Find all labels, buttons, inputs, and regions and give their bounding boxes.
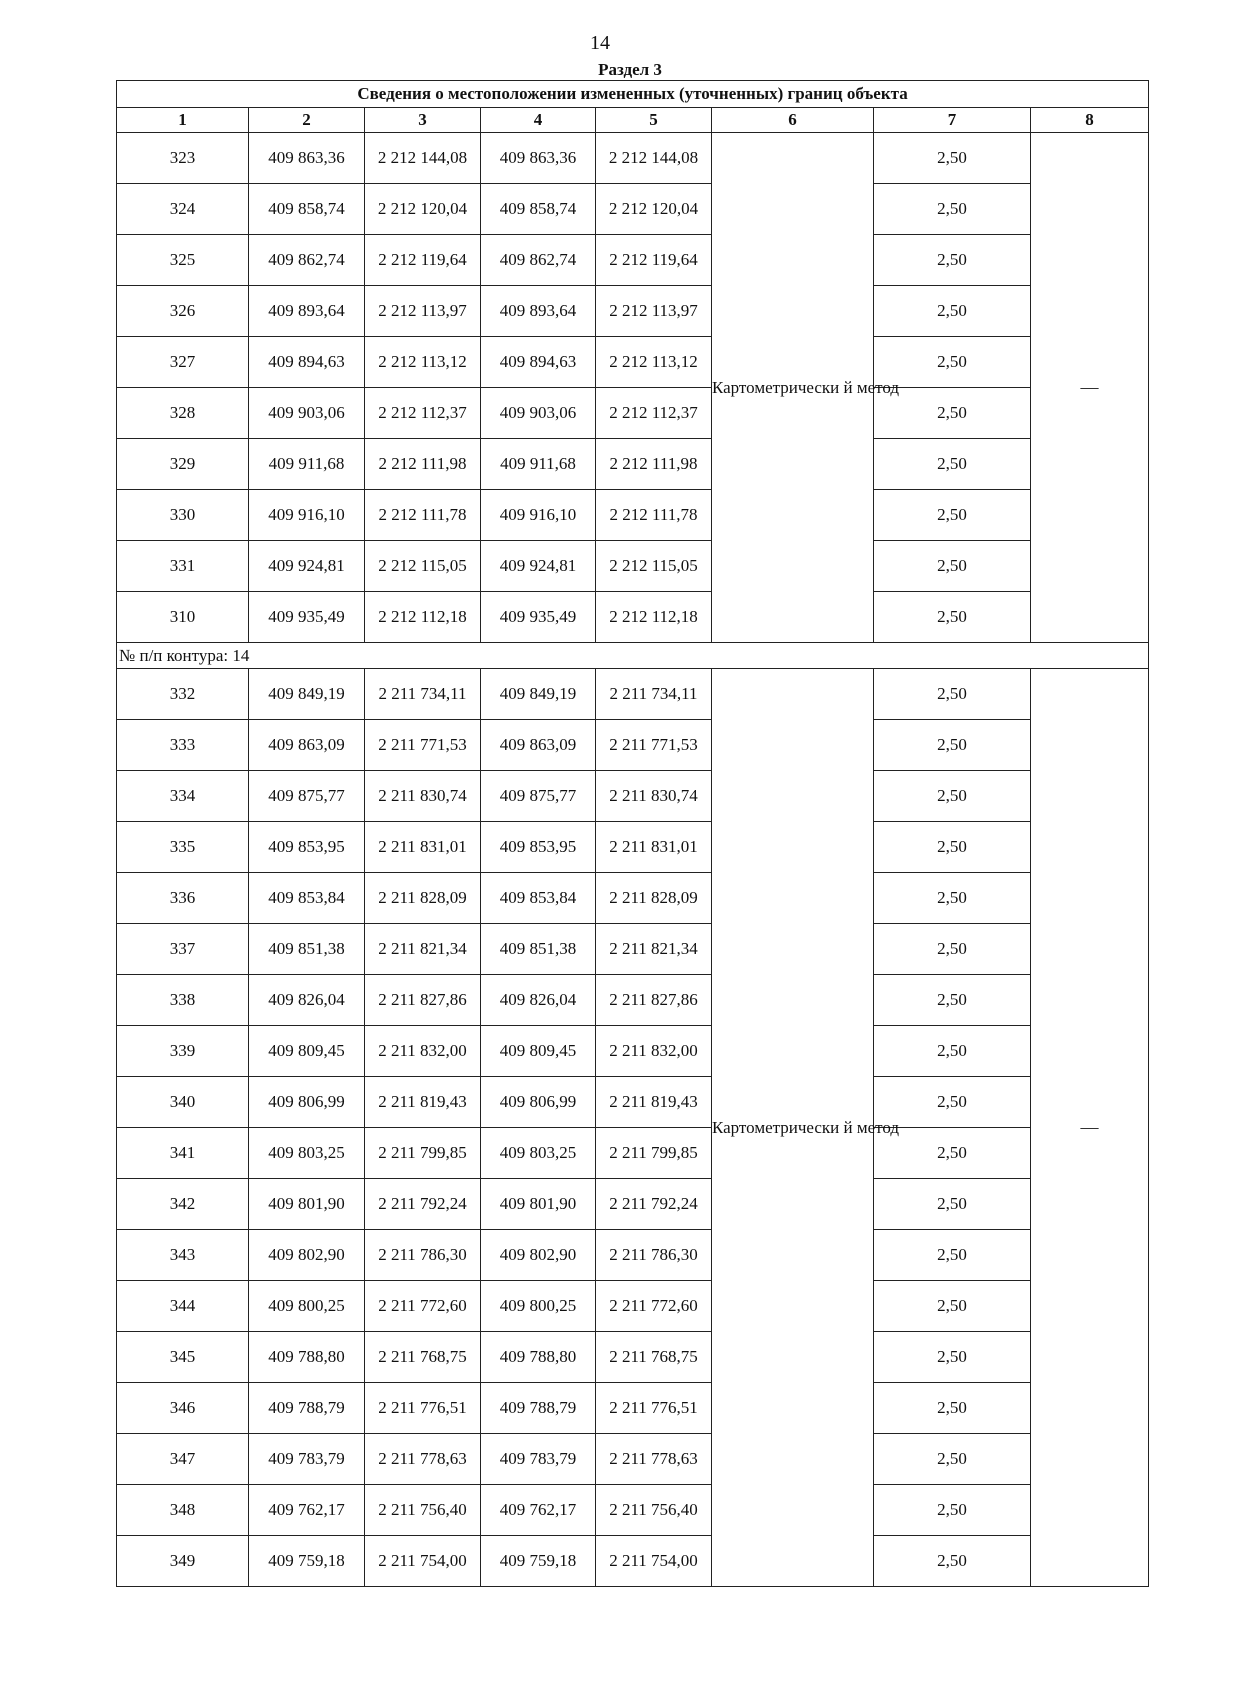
accuracy: 2,50 [874, 592, 1031, 643]
accuracy: 2,50 [874, 133, 1031, 184]
table-row [117, 1536, 1149, 1587]
x-new: 409 851,38 [481, 924, 596, 975]
accuracy: 2,50 [874, 1179, 1031, 1230]
x-new: 409 783,79 [481, 1434, 596, 1485]
accuracy: 2,50 [874, 1383, 1031, 1434]
column-8-cell: — [1031, 669, 1149, 1587]
accuracy: 2,50 [874, 439, 1031, 490]
table-row [117, 1383, 1149, 1434]
point-number: 330 [117, 490, 249, 541]
y-new: 2 212 113,12 [596, 337, 712, 388]
point-number: 347 [117, 1434, 249, 1485]
x-new: 409 911,68 [481, 439, 596, 490]
accuracy: 2,50 [874, 975, 1031, 1026]
x-new: 409 903,06 [481, 388, 596, 439]
x-new: 409 916,10 [481, 490, 596, 541]
y-new: 2 212 112,37 [596, 388, 712, 439]
y-existing: 2 211 799,85 [365, 1128, 481, 1179]
y-new: 2 212 119,64 [596, 235, 712, 286]
table-row [117, 822, 1149, 873]
accuracy: 2,50 [874, 1230, 1031, 1281]
y-existing: 2 211 827,86 [365, 975, 481, 1026]
point-number: 339 [117, 1026, 249, 1077]
boundary-coordinates-table [116, 80, 1149, 1587]
table-row [117, 388, 1149, 439]
x-existing: 409 788,79 [249, 1383, 365, 1434]
x-existing: 409 851,38 [249, 924, 365, 975]
x-existing: 409 911,68 [249, 439, 365, 490]
column-number: 3 [365, 108, 481, 133]
y-existing: 2 211 832,00 [365, 1026, 481, 1077]
x-new: 409 788,79 [481, 1383, 596, 1434]
y-new: 2 212 144,08 [596, 133, 712, 184]
x-new: 409 806,99 [481, 1077, 596, 1128]
accuracy: 2,50 [874, 286, 1031, 337]
method-cell: Картометрически й метод [712, 669, 874, 1587]
x-existing: 409 803,25 [249, 1128, 365, 1179]
y-existing: 2 211 756,40 [365, 1485, 481, 1536]
point-number: 341 [117, 1128, 249, 1179]
column-8-cell: — [1031, 133, 1149, 643]
y-new: 2 211 792,24 [596, 1179, 712, 1230]
table-body [117, 81, 1149, 1587]
x-existing: 409 875,77 [249, 771, 365, 822]
x-existing: 409 759,18 [249, 1536, 365, 1587]
x-new: 409 853,95 [481, 822, 596, 873]
y-existing: 2 211 821,34 [365, 924, 481, 975]
table-row [117, 235, 1149, 286]
accuracy: 2,50 [874, 1332, 1031, 1383]
accuracy: 2,50 [874, 720, 1031, 771]
y-existing: 2 211 734,11 [365, 669, 481, 720]
y-new: 2 211 772,60 [596, 1281, 712, 1332]
y-existing: 2 211 778,63 [365, 1434, 481, 1485]
table-row [117, 592, 1149, 643]
table-row [117, 975, 1149, 1026]
column-number: 1 [117, 108, 249, 133]
point-number: 346 [117, 1383, 249, 1434]
x-existing: 409 853,84 [249, 873, 365, 924]
y-existing: 2 211 831,01 [365, 822, 481, 873]
x-new: 409 759,18 [481, 1536, 596, 1587]
y-existing: 2 211 786,30 [365, 1230, 481, 1281]
table-row [117, 490, 1149, 541]
y-existing: 2 212 113,97 [365, 286, 481, 337]
accuracy: 2,50 [874, 1485, 1031, 1536]
x-new: 409 924,81 [481, 541, 596, 592]
y-new: 2 212 112,18 [596, 592, 712, 643]
x-existing: 409 863,36 [249, 133, 365, 184]
point-number: 323 [117, 133, 249, 184]
x-new: 409 809,45 [481, 1026, 596, 1077]
table-row [117, 541, 1149, 592]
x-existing: 409 862,74 [249, 235, 365, 286]
y-existing: 2 211 768,75 [365, 1332, 481, 1383]
point-number: 348 [117, 1485, 249, 1536]
x-new: 409 801,90 [481, 1179, 596, 1230]
x-existing: 409 853,95 [249, 822, 365, 873]
accuracy: 2,50 [874, 822, 1031, 873]
accuracy: 2,50 [874, 1536, 1031, 1587]
point-number: 335 [117, 822, 249, 873]
column-number: 6 [712, 108, 874, 133]
table-row [117, 924, 1149, 975]
column-number: 8 [1031, 108, 1149, 133]
table-row [117, 1179, 1149, 1230]
x-new: 409 863,09 [481, 720, 596, 771]
y-existing: 2 212 111,98 [365, 439, 481, 490]
y-new: 2 211 768,75 [596, 1332, 712, 1383]
point-number: 333 [117, 720, 249, 771]
y-new: 2 211 821,34 [596, 924, 712, 975]
y-existing: 2 211 754,00 [365, 1536, 481, 1587]
x-existing: 409 935,49 [249, 592, 365, 643]
accuracy: 2,50 [874, 1434, 1031, 1485]
y-existing: 2 211 776,51 [365, 1383, 481, 1434]
x-existing: 409 788,80 [249, 1332, 365, 1383]
y-existing: 2 212 120,04 [365, 184, 481, 235]
point-number: 337 [117, 924, 249, 975]
contour-label: № п/п контура: 14 [117, 643, 1149, 669]
point-number: 344 [117, 1281, 249, 1332]
y-new: 2 211 831,01 [596, 822, 712, 873]
x-new: 409 849,19 [481, 669, 596, 720]
x-existing: 409 894,63 [249, 337, 365, 388]
table-row [117, 669, 1149, 720]
x-existing: 409 893,64 [249, 286, 365, 337]
y-existing: 2 212 119,64 [365, 235, 481, 286]
accuracy: 2,50 [874, 873, 1031, 924]
accuracy: 2,50 [874, 388, 1031, 439]
x-existing: 409 800,25 [249, 1281, 365, 1332]
x-new: 409 800,25 [481, 1281, 596, 1332]
x-existing: 409 916,10 [249, 490, 365, 541]
y-new: 2 212 111,98 [596, 439, 712, 490]
contour-row [117, 643, 1149, 669]
point-number: 310 [117, 592, 249, 643]
y-existing: 2 212 112,18 [365, 592, 481, 643]
y-new: 2 211 830,74 [596, 771, 712, 822]
accuracy: 2,50 [874, 1281, 1031, 1332]
x-new: 409 894,63 [481, 337, 596, 388]
y-new: 2 211 799,85 [596, 1128, 712, 1179]
y-existing: 2 212 112,37 [365, 388, 481, 439]
point-number: 345 [117, 1332, 249, 1383]
point-number: 342 [117, 1179, 249, 1230]
method-cell: Картометрически й метод [712, 133, 874, 643]
point-number: 340 [117, 1077, 249, 1128]
accuracy: 2,50 [874, 771, 1031, 822]
x-new: 409 858,74 [481, 184, 596, 235]
x-new: 409 762,17 [481, 1485, 596, 1536]
y-new: 2 211 827,86 [596, 975, 712, 1026]
section-title: Раздел 3 [598, 60, 662, 79]
x-existing: 409 903,06 [249, 388, 365, 439]
y-existing: 2 211 792,24 [365, 1179, 481, 1230]
table-row [117, 771, 1149, 822]
point-number: 349 [117, 1536, 249, 1587]
y-new: 2 211 734,11 [596, 669, 712, 720]
point-number: 332 [117, 669, 249, 720]
column-number: 4 [481, 108, 596, 133]
point-number: 325 [117, 235, 249, 286]
accuracy: 2,50 [874, 490, 1031, 541]
page-number: 14 [590, 32, 610, 54]
table-row [117, 1128, 1149, 1179]
point-number: 327 [117, 337, 249, 388]
y-new: 2 212 113,97 [596, 286, 712, 337]
x-new: 409 826,04 [481, 975, 596, 1026]
table-row [117, 1281, 1149, 1332]
y-new: 2 211 828,09 [596, 873, 712, 924]
x-existing: 409 863,09 [249, 720, 365, 771]
column-number-row [117, 108, 1149, 133]
x-new: 409 802,90 [481, 1230, 596, 1281]
y-new: 2 211 832,00 [596, 1026, 712, 1077]
accuracy: 2,50 [874, 1128, 1031, 1179]
point-number: 338 [117, 975, 249, 1026]
column-number: 5 [596, 108, 712, 133]
y-new: 2 211 786,30 [596, 1230, 712, 1281]
y-new: 2 211 778,63 [596, 1434, 712, 1485]
point-number: 343 [117, 1230, 249, 1281]
x-new: 409 893,64 [481, 286, 596, 337]
point-number: 331 [117, 541, 249, 592]
y-new: 2 211 756,40 [596, 1485, 712, 1536]
x-new: 409 875,77 [481, 771, 596, 822]
x-new: 409 853,84 [481, 873, 596, 924]
x-existing: 409 801,90 [249, 1179, 365, 1230]
column-number: 7 [874, 108, 1031, 133]
y-new: 2 211 819,43 [596, 1077, 712, 1128]
x-existing: 409 802,90 [249, 1230, 365, 1281]
table-row [117, 184, 1149, 235]
table-row [117, 1077, 1149, 1128]
accuracy: 2,50 [874, 184, 1031, 235]
table-row [117, 1026, 1149, 1077]
x-existing: 409 806,99 [249, 1077, 365, 1128]
y-existing: 2 212 144,08 [365, 133, 481, 184]
y-existing: 2 211 830,74 [365, 771, 481, 822]
y-existing: 2 211 828,09 [365, 873, 481, 924]
y-new: 2 212 115,05 [596, 541, 712, 592]
point-number: 324 [117, 184, 249, 235]
point-number: 334 [117, 771, 249, 822]
accuracy: 2,50 [874, 924, 1031, 975]
x-existing: 409 783,79 [249, 1434, 365, 1485]
point-number: 329 [117, 439, 249, 490]
table-row [117, 133, 1149, 184]
x-existing: 409 809,45 [249, 1026, 365, 1077]
table-row [117, 1434, 1149, 1485]
accuracy: 2,50 [874, 669, 1031, 720]
table-row [117, 286, 1149, 337]
x-existing: 409 826,04 [249, 975, 365, 1026]
x-new: 409 935,49 [481, 592, 596, 643]
accuracy: 2,50 [874, 1026, 1031, 1077]
x-existing: 409 849,19 [249, 669, 365, 720]
y-existing: 2 211 771,53 [365, 720, 481, 771]
x-existing: 409 858,74 [249, 184, 365, 235]
accuracy: 2,50 [874, 541, 1031, 592]
table-row [117, 1332, 1149, 1383]
table-row [117, 873, 1149, 924]
y-new: 2 211 754,00 [596, 1536, 712, 1587]
y-existing: 2 211 772,60 [365, 1281, 481, 1332]
y-existing: 2 212 115,05 [365, 541, 481, 592]
x-new: 409 788,80 [481, 1332, 596, 1383]
y-new: 2 212 111,78 [596, 490, 712, 541]
y-new: 2 211 776,51 [596, 1383, 712, 1434]
y-new: 2 211 771,53 [596, 720, 712, 771]
table-row [117, 720, 1149, 771]
table-caption: Сведения о местоположении измененных (уточненных) границ объекта [117, 81, 1149, 108]
point-number: 326 [117, 286, 249, 337]
x-new: 409 803,25 [481, 1128, 596, 1179]
accuracy: 2,50 [874, 1077, 1031, 1128]
y-existing: 2 212 111,78 [365, 490, 481, 541]
y-existing: 2 212 113,12 [365, 337, 481, 388]
point-number: 328 [117, 388, 249, 439]
x-existing: 409 924,81 [249, 541, 365, 592]
x-new: 409 862,74 [481, 235, 596, 286]
x-existing: 409 762,17 [249, 1485, 365, 1536]
column-number: 2 [249, 108, 365, 133]
y-existing: 2 211 819,43 [365, 1077, 481, 1128]
accuracy: 2,50 [874, 235, 1031, 286]
point-number: 336 [117, 873, 249, 924]
y-new: 2 212 120,04 [596, 184, 712, 235]
table-row [117, 1485, 1149, 1536]
table-row [117, 1230, 1149, 1281]
table-row [117, 337, 1149, 388]
accuracy: 2,50 [874, 337, 1031, 388]
table-row [117, 439, 1149, 490]
x-new: 409 863,36 [481, 133, 596, 184]
